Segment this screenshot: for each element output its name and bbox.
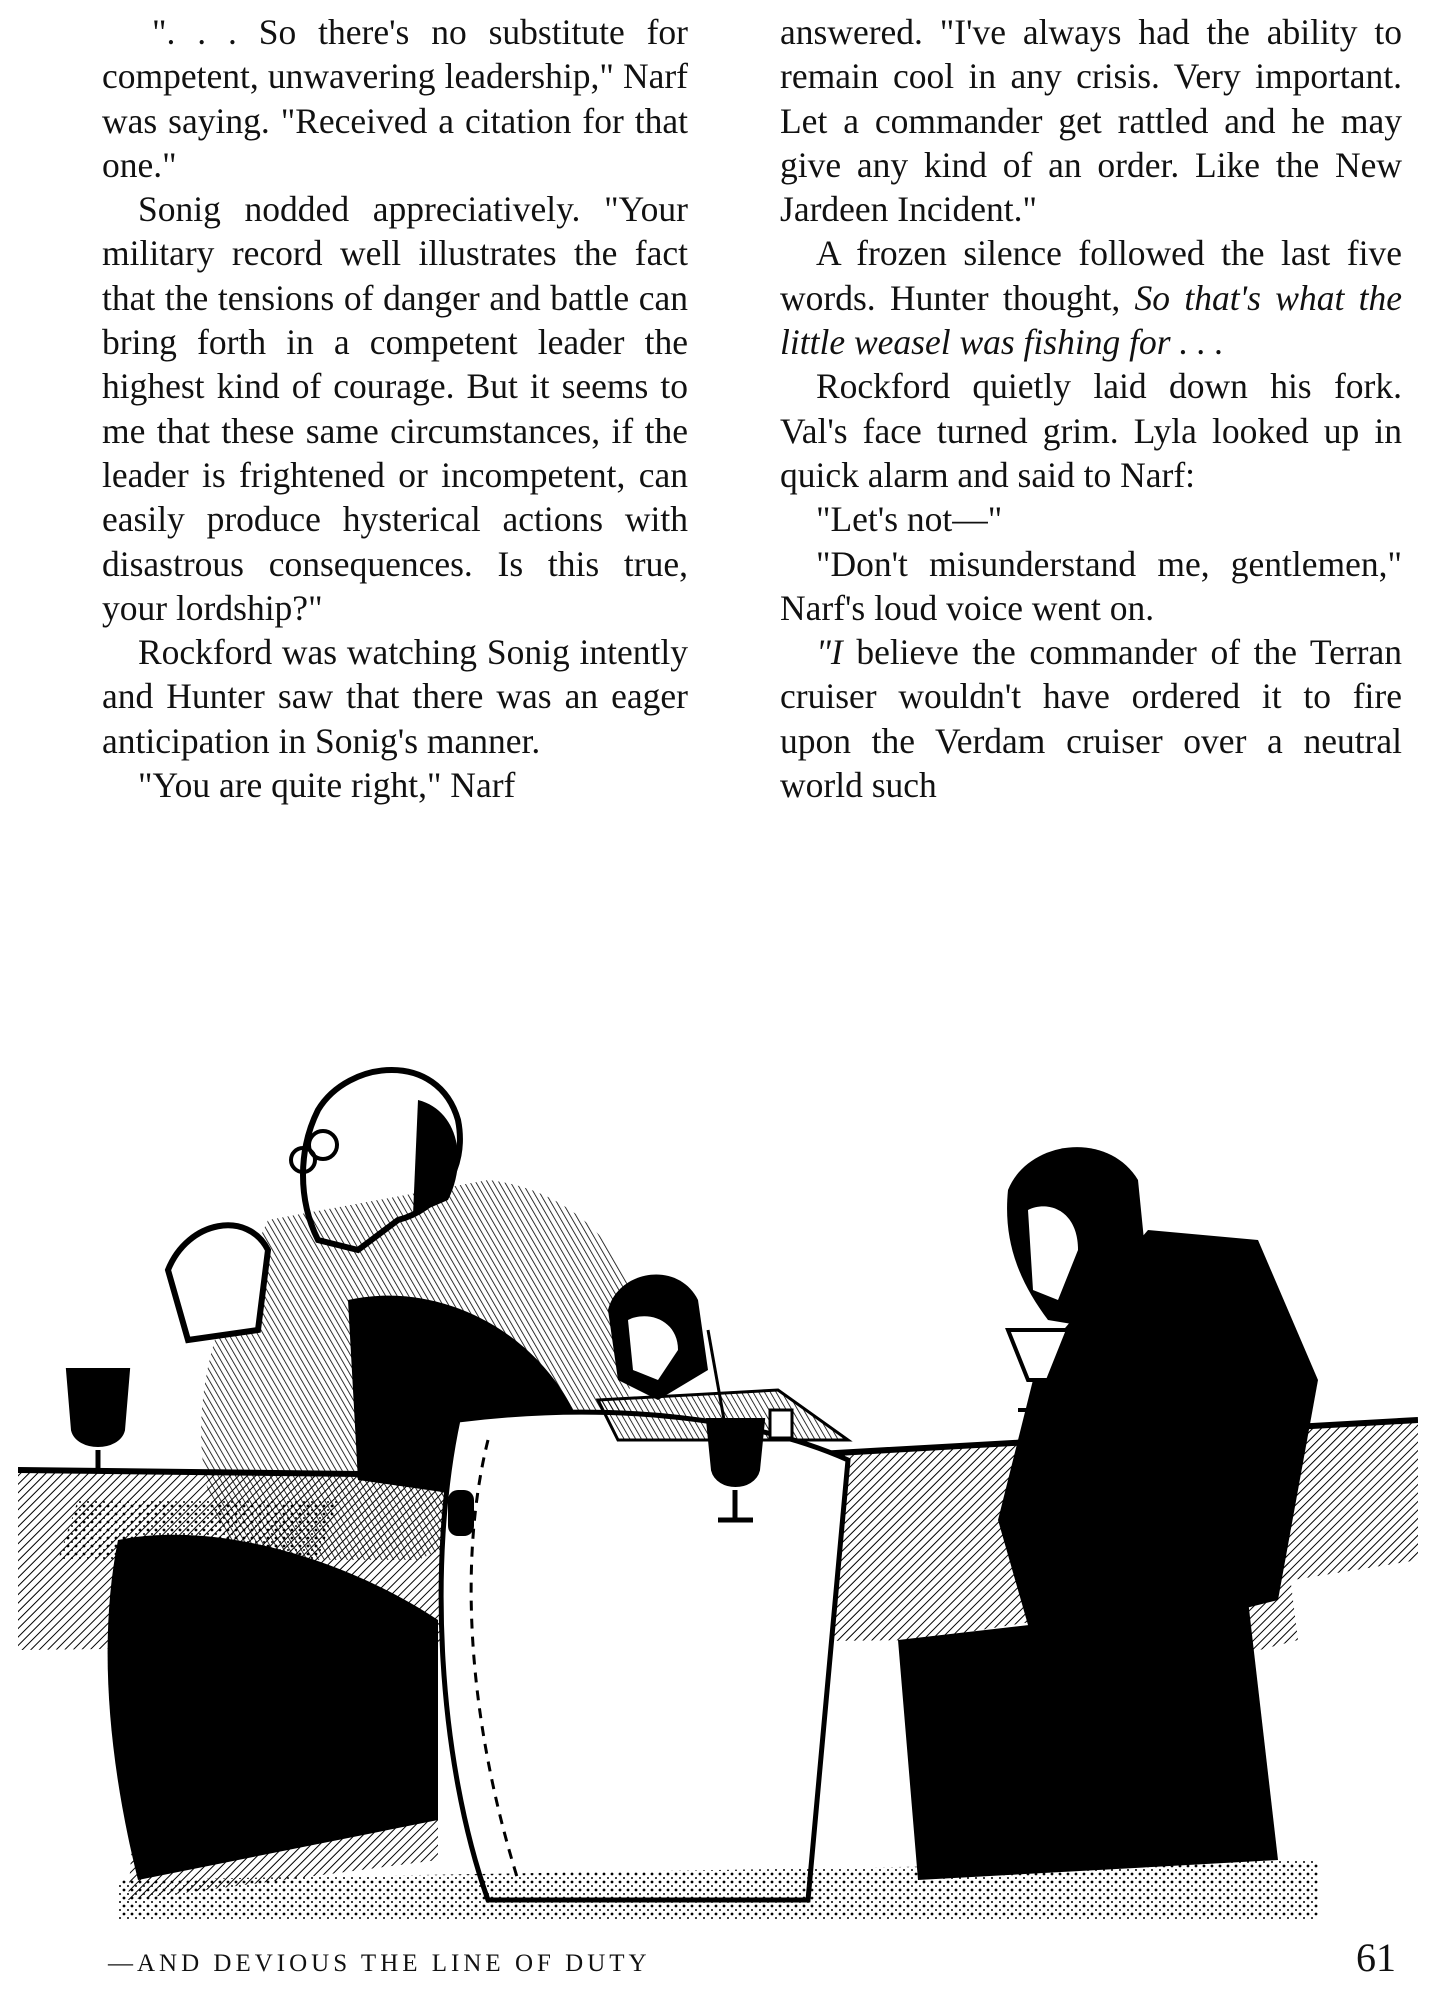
paragraph: Rockford was watching Sonig intently and Hunter saw that there was an eager anticipation in Sonig's manner. — [102, 632, 688, 761]
paragraph: "You are quite right," Narf — [138, 765, 516, 806]
paragraph: Rockford quietly laid down his fork. Val's face turned grim. Lyla looked up in quick alarm and said to Narf: — [780, 366, 1402, 495]
paragraph-text: believe the commander of the Terran cruiser wouldn't have ordered it to fire upon the Verdam cruiser over a neutral world such — [780, 632, 1402, 806]
dinner-scene-illustration — [18, 1000, 1418, 1920]
page-number: 61 — [1356, 1935, 1396, 1980]
italic-word: "I — [816, 632, 843, 673]
running-title: —AND DEVIOUS THE LINE OF DUTY — [108, 1950, 651, 1977]
paragraph: "Don't misunderstand me, gentlemen," Narf's loud voice went on. — [780, 543, 1402, 628]
paragraph-text: A frozen silence followed the last five words. Hunter thought, — [780, 233, 1402, 318]
right-text-column — [780, 10, 1402, 807]
paragraph — [780, 231, 1402, 364]
paragraph: Sonig nodded appreciatively. "Your military record well illustrates the fact that the tensions of danger and battle can bring forth in a competent leader the highest kind of courage. But it seems to me that these same circumstances, if the leader is frightened or incompetent, can easily produce hysterical actions with disastrous consequences. Is this true, your lordship?" — [102, 189, 688, 628]
wine-glass-left — [68, 1370, 128, 1470]
paragraph: "Let's not—" — [816, 499, 1003, 540]
paragraph: answered. "I've always had the ability to remain cool in any crisis. Very important. Let a commander get rattled and he may give any kind of an order. Like the New Jardeen Incident." — [780, 12, 1402, 230]
paragraph — [780, 630, 1402, 807]
paragraph: ". . . So there's no substitute for competent, unwavering leadership," Narf was saying. "Received a citation for that one." — [102, 12, 688, 185]
left-text-column — [102, 10, 688, 807]
italic-thought: So that's what the little weasel was fishing for . . . — [780, 277, 1402, 363]
